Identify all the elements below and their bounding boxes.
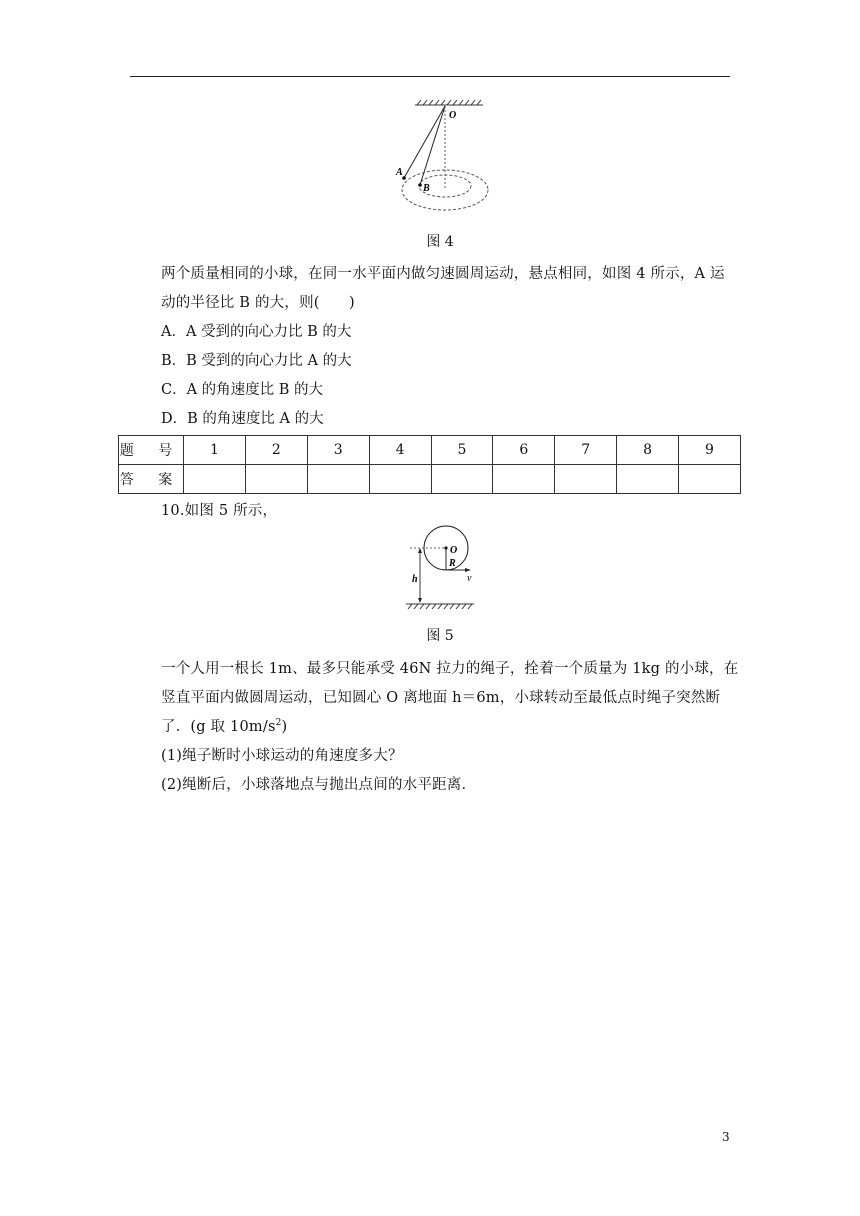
answer-cell[interactable] xyxy=(184,465,246,494)
header-rule xyxy=(130,76,730,77)
ball-a xyxy=(402,176,406,180)
answer-cell[interactable] xyxy=(369,465,431,494)
answer-cell[interactable] xyxy=(431,465,493,494)
answer-cell[interactable] xyxy=(617,465,679,494)
q10-sub-1: (1)绳子断时小球运动的角速度多大？ xyxy=(161,748,403,764)
option-d: D．B 的角速度比 A 的大 xyxy=(161,411,324,427)
figure-4-caption: 图 4 xyxy=(426,234,454,250)
ceiling-hatch xyxy=(415,100,483,105)
label-o: O xyxy=(450,545,458,556)
height-arrowhead-bottom xyxy=(418,598,422,603)
height-arrowhead-top xyxy=(418,548,422,553)
q10-line-3 xyxy=(161,715,287,736)
option-c: C．A 的角速度比 B 的大 xyxy=(161,382,324,398)
table-cell-number: 1 xyxy=(184,436,246,465)
q10-intro: 10.如图 5 所示， xyxy=(161,503,278,519)
page-number: 3 xyxy=(722,1130,730,1144)
table-cell-number: 4 xyxy=(369,436,431,465)
string-a xyxy=(404,106,445,178)
q10-line-2: 竖直平面内做圆周运动，已知圆心 O 离地面 h＝6m，小球转动至最低点时绳子突然断 xyxy=(161,690,721,706)
option-a: A．A 受到的向心力比 B 的大 xyxy=(161,324,352,340)
label-h: h xyxy=(412,574,418,585)
q10-line-3-text: 了．(g 取 10m/s xyxy=(161,719,276,735)
q10-line-3-sup: 2 xyxy=(275,718,282,729)
q10-line-1: 一个人用一根长 1m、最多只能承受 46N 拉力的绳子，拴着一个质量为 1kg 的小球，在 xyxy=(161,661,739,677)
velocity-arrowhead xyxy=(465,568,471,572)
table-cell-number: 7 xyxy=(555,436,617,465)
q9-line-1: 两个质量相同的小球，在同一水平面内做匀速圆周运动，悬点相同，如图 4 所示，A 运 xyxy=(161,266,725,282)
label-r: R xyxy=(449,558,456,569)
table-row-numbers xyxy=(119,436,741,465)
table-cell-number: 3 xyxy=(307,436,369,465)
row-header-number: 题 号 xyxy=(119,436,184,465)
answer-cell[interactable] xyxy=(555,465,617,494)
table-cell-number: 9 xyxy=(679,436,741,465)
option-b: B．B 受到的向心力比 A 的大 xyxy=(161,353,352,369)
table-row-answers xyxy=(119,465,741,494)
answer-cell[interactable] xyxy=(245,465,307,494)
row-header-answer: 答 案 xyxy=(119,465,184,494)
figure-5-vertical-circle xyxy=(400,522,480,612)
q10-sub-2: (2)绳断后，小球落地点与抛出点间的水平距离． xyxy=(161,777,477,793)
ground-hatch xyxy=(406,604,474,609)
label-v: v xyxy=(467,573,472,584)
q10-line-3-end: ) xyxy=(281,719,288,735)
answer-cell[interactable] xyxy=(307,465,369,494)
table-cell-number: 2 xyxy=(245,436,307,465)
label-a: A xyxy=(396,167,403,178)
table-cell-number: 6 xyxy=(493,436,555,465)
table-cell-number: 8 xyxy=(617,436,679,465)
figure-5-caption: 图 5 xyxy=(426,628,454,644)
answer-table xyxy=(118,435,741,494)
answer-cell[interactable] xyxy=(493,465,555,494)
figure-4-conical-pendulum xyxy=(395,98,495,218)
string-b xyxy=(420,106,445,185)
ball-b xyxy=(418,183,422,187)
answer-cell[interactable] xyxy=(679,465,741,494)
label-b: B xyxy=(423,183,430,194)
table-cell-number: 5 xyxy=(431,436,493,465)
q9-line-2: 动的半径比 B 的大，则( ) xyxy=(161,295,355,311)
label-o: O xyxy=(449,110,457,121)
